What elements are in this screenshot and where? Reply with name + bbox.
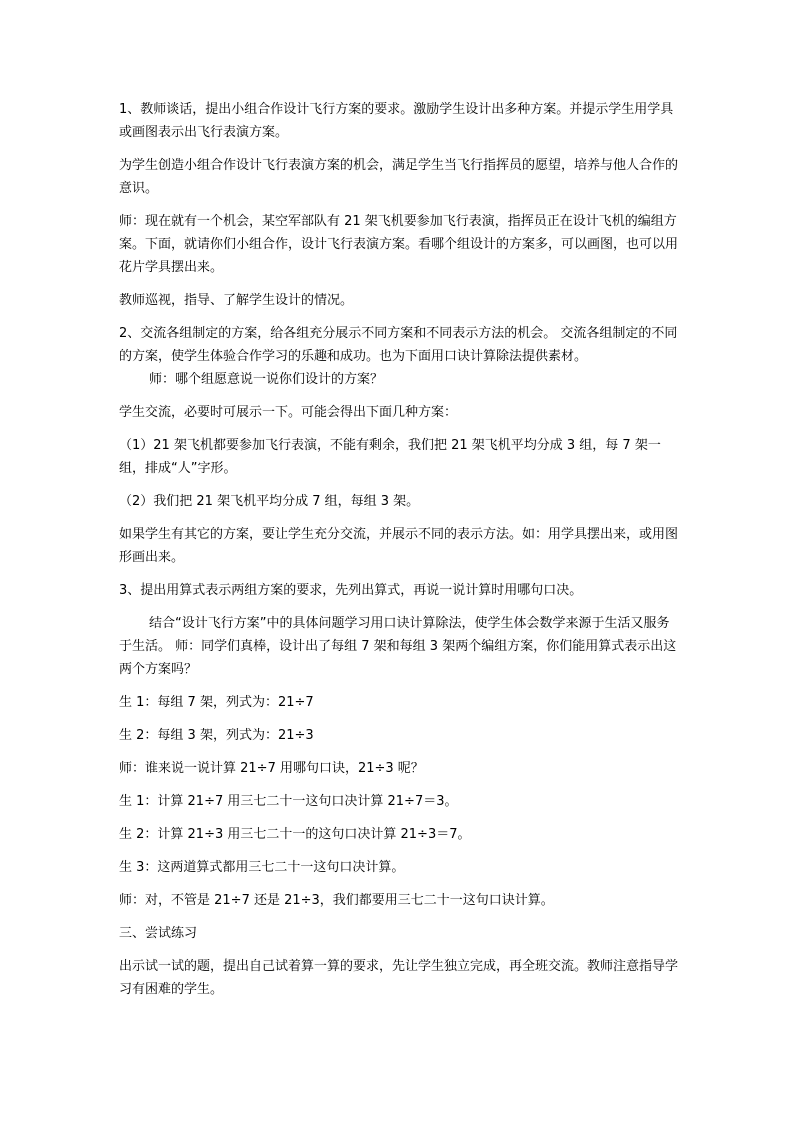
paragraph: 1、教师谈话，提出小组合作设计飞行方案的要求。激励学生设计出多种方案。并提示学生用学具或画图表示出飞行表演方案。: [119, 102, 674, 140]
paragraph: 师：谁来说一说计算 21÷7 用哪句口诀，21÷3 呢？: [119, 761, 424, 776]
paragraph: 如果学生有其它的方案，要让学生充分交流，并展示不同的表示方法。如：用学具摆出来，或用图形画出来。: [119, 527, 679, 565]
paragraph: 生 1：计算 21÷7 用三七二十一这句口决计算 21÷7＝3。: [119, 794, 458, 809]
paragraph: 生 3：这两道算式都用三七二十一这句口决计算。: [119, 860, 405, 875]
section-heading: 三、尝试练习: [119, 926, 198, 941]
paragraph: （2）我们把 21 架飞机平均分成 7 组，每组 3 架。: [119, 494, 420, 509]
paragraph: 教师巡视，指导、了解学生设计的情况。: [119, 293, 354, 308]
paragraph: 师：对，不管是 21÷7 还是 21÷3，我们都要用三七二十一这句口诀计算。: [119, 893, 554, 908]
paragraph: 出示试一试的题，提出自己试着算一算的要求，先让学生独立完成，再全班交流。教师注意指导学习有困难的学生。: [119, 959, 679, 997]
paragraph: 为学生创造小组合作设计飞行表演方案的机会，满足学生当飞行指挥员的愿望，培养与他人合作的意识。: [119, 158, 679, 196]
paragraph: 结合“设计飞行方案”中的具体问题学习用口诀计算除法，使学生体会数学来源于生活又服务于生活。 师：同学们真棒，设计出了每组 7 架和每组 3 架两个编组方案，你们能用算式表示出这两个方案吗？: [119, 616, 677, 677]
paragraph: 3、提出用算式表示两组方案的要求，先列出算式，再说一说计算时用哪句口决。: [119, 583, 583, 598]
paragraph: 生 1：每组 7 架，列式为：21÷7: [119, 695, 314, 710]
paragraph: 生 2：每组 3 架，列式为：21÷3: [119, 728, 314, 743]
paragraph: 师：哪个组愿意说一说你们设计的方案？: [149, 372, 384, 387]
paragraph: 生 2：计算 21÷3 用三七二十一的这句口决计算 21÷3＝7。: [119, 827, 471, 842]
paragraph: （1）21 架飞机都要参加飞行表演，不能有剩余，我们把 21 架飞机平均分成 3 组，每 7 架一组，排成“人”字形。: [119, 438, 661, 476]
paragraph: 师：现在就有一个机会，某空军部队有 21 架飞机要参加飞行表演，指挥员正在设计飞机的编组方案。下面，就请你们小组合作，设计飞行表演方案。看哪个组设计的方案多，可以画图，也可以用花片学具摆出来。: [119, 214, 679, 275]
paragraph: 学生交流，必要时可展示一下。可能会得出下面几种方案：: [119, 405, 458, 420]
paragraph: 2、交流各组制定的方案，给各组充分展示不同方案和不同表示方法的机会。 交流各组制定的不同的方案，使学生体验合作学习的乐趣和成功。也为下面用口诀计算除法提供素材。: [119, 326, 678, 364]
document-body: [119, 98, 679, 1011]
